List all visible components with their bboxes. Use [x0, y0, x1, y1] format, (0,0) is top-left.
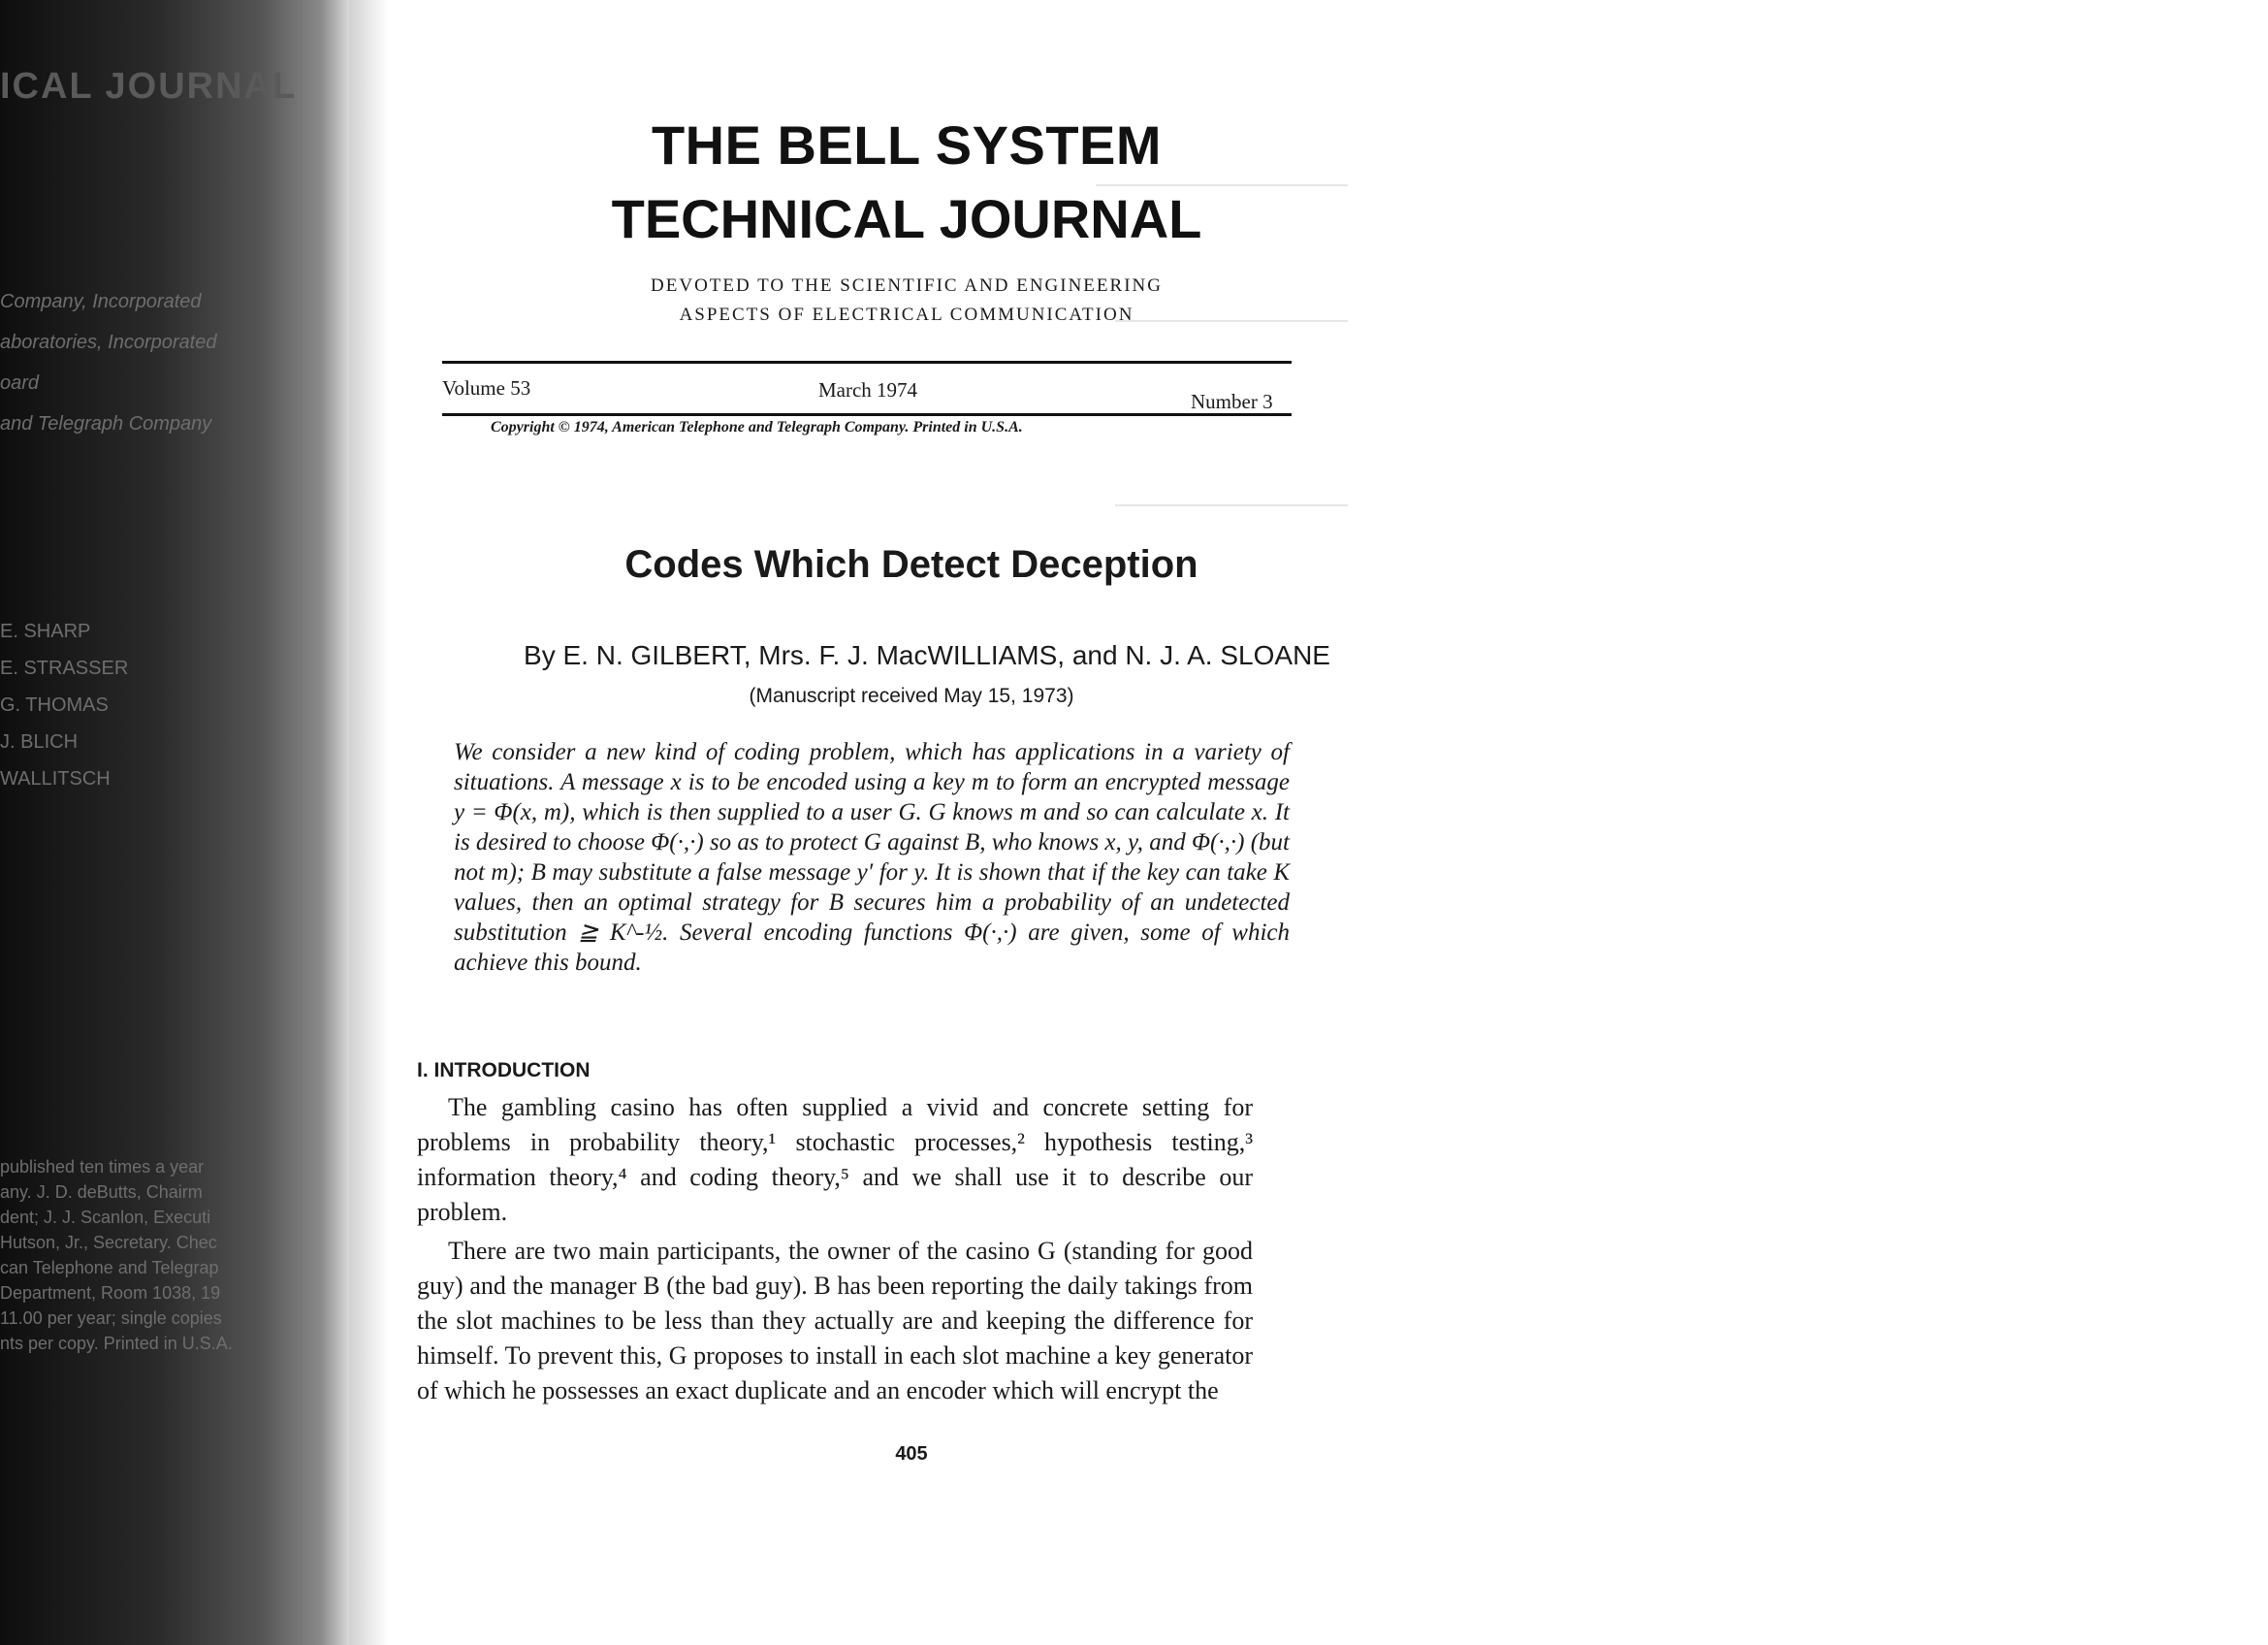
spine-publication-footer — [0, 1154, 291, 1356]
spine-line: oard — [0, 372, 40, 394]
spine-footer-line: Hutson, Jr., Secretary. Chec — [0, 1233, 217, 1252]
article-title: Codes Which Detect Deception — [624, 543, 1198, 586]
spine-line: and Telegraph Company — [0, 413, 212, 435]
spine-company-lines — [0, 281, 291, 444]
spine-footer-line: 11.00 per year; single copies — [0, 1308, 222, 1328]
page-number: 405 — [895, 1443, 928, 1465]
spine-footer-line: dent; J. J. Scanlon, Executi — [0, 1208, 211, 1227]
issue-number: Number 3 — [1191, 390, 1273, 413]
masthead-line-2: TECHNICAL JOURNAL — [611, 188, 1202, 249]
body-paragraph: There are two main participants, the owner of the casino G (standing for good guy) and the manager B (the bad guy). B has been reporting the daily takings from the slot machines to be less than they actually are and keeping the difference for himself. To prevent this, G proposes to install in each slot machine a key generator of which he possesses an exact duplicate and an encoder which will encrypt the — [417, 1237, 1253, 1404]
spine-footer-line: published ten times a year — [0, 1157, 205, 1177]
article-body — [417, 1090, 1253, 1412]
issue-date: March 1974 — [818, 378, 918, 402]
spine-name: J. BLICH — [0, 731, 79, 753]
spine-name: WALLITSCH — [0, 768, 111, 790]
spine-footer-line: Department, Room 1038, 19 — [0, 1283, 221, 1303]
copyright-notice: Copyright © 1974, American Telephone and Telegraph Company. Printed in U.S.A. — [491, 419, 1023, 435]
masthead-line-1: THE BELL SYSTEM — [651, 114, 1163, 176]
journal-page — [417, 0, 1464, 1645]
spine-footer-line: any. J. D. deButts, Chairm — [0, 1182, 203, 1202]
page-fold-shadow — [349, 0, 388, 1645]
spine-line: aboratories, Incorporated — [0, 332, 217, 353]
masthead-rule-top — [442, 361, 1292, 364]
spine-line: Company, Incorporated — [0, 291, 202, 312]
spine-name: E. STRASSER — [0, 658, 129, 679]
journal-masthead — [417, 114, 1396, 250]
subtitle-line-1: DEVOTED TO THE SCIENTIFIC AND ENGINEERING — [651, 275, 1163, 296]
journal-subtitle — [417, 272, 1396, 330]
section-heading: I. INTRODUCTION — [417, 1059, 591, 1081]
abstract-text: We consider a new kind of coding problem, which has applications in a variety of situations. A message x is to be encoded using a key m to form an encrypted message y = Φ(x, m), which is then supplied to a user G. G knows m and so can calculate x. It is desired to choose Φ(·,·) so as to protect G against B, who knows x, y, and Φ(·,·) (but not m); B may substitute a false message y′ for y. It is shown that if the key can take K values, then an optimal strategy for B secures him a probability of an undetected substitution ≧ K^-½. Several encoding functions Φ(·,·) are given, some of which achieve this bound. — [454, 739, 1290, 976]
manuscript-received: (Manuscript received May 15, 1973) — [749, 685, 1074, 707]
body-paragraph: The gambling casino has often supplied a vivid and concrete setting for problems in probability theory,¹ stochastic processes,² hypothesis testing,³ information theory,⁴ and coding theory,⁵ and we shall use it to describe our problem. — [417, 1093, 1253, 1226]
subtitle-line-2: ASPECTS OF ELECTRICAL COMMUNICATION — [679, 305, 1134, 325]
spine-journal-header: ICAL JOURNAL — [0, 66, 298, 107]
bleed-through-mark — [1115, 504, 1348, 506]
facing-page-spine — [0, 0, 349, 1645]
spine-footer-line: can Telephone and Telegrap — [0, 1258, 219, 1277]
spine-name: E. SHARP — [0, 621, 91, 642]
spine-editor-names — [0, 613, 155, 797]
masthead-rule-bottom — [442, 413, 1292, 416]
spine-footer-line: nts per copy. Printed in U.S.A. — [0, 1334, 233, 1353]
spine-name: G. THOMAS — [0, 694, 109, 716]
article-abstract — [454, 737, 1290, 978]
volume-label: Volume 53 — [442, 376, 531, 400]
article-authors: By E. N. GILBERT, Mrs. F. J. MacWILLIAMS, and N. J. A. SLOANE — [524, 640, 1330, 670]
